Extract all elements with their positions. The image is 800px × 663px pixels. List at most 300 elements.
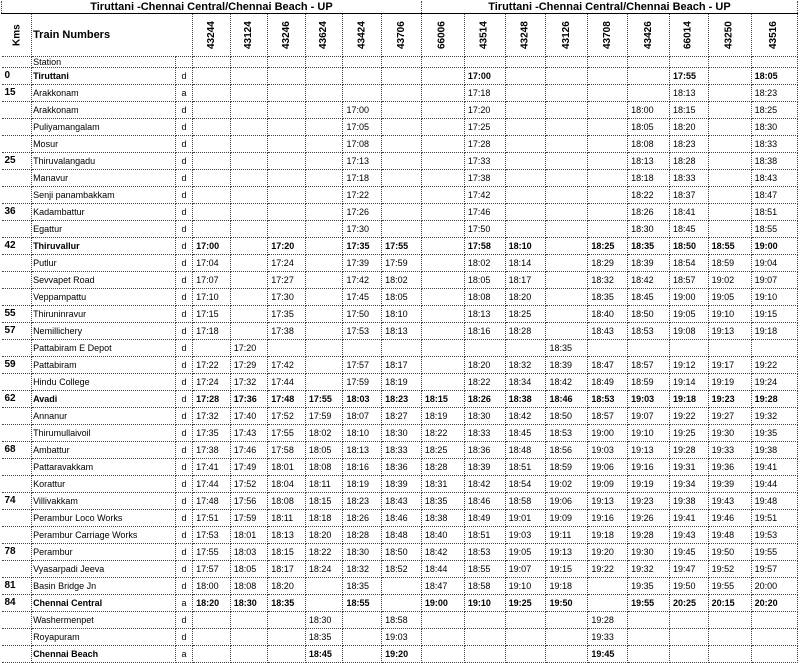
time-cell	[505, 136, 546, 153]
km-cell	[2, 255, 32, 272]
time-cell: 18:14	[505, 255, 546, 272]
time-cell	[193, 646, 231, 663]
table-row	[2, 612, 798, 629]
arrival-departure-flag: a	[175, 85, 192, 102]
time-cell: 19:00	[751, 238, 797, 255]
time-cell: 18:20	[505, 289, 546, 306]
time-cell: 17:32	[193, 408, 231, 425]
time-cell	[588, 595, 628, 612]
time-cell: 17:42	[343, 272, 382, 289]
time-cell: 19:22	[751, 357, 797, 374]
time-cell	[546, 136, 588, 153]
station-name: Sevvapet Road	[32, 272, 176, 289]
km-cell: 74	[2, 493, 32, 510]
time-cell: 18:55	[751, 221, 797, 238]
time-cell: 19:07	[751, 272, 797, 289]
station-name: Pattabiram	[32, 357, 176, 374]
time-cell: 17:53	[343, 323, 382, 340]
time-cell: 18:08	[628, 136, 670, 153]
time-cell: 19:20	[382, 646, 422, 663]
time-cell: 17:05	[343, 119, 382, 136]
kms-header: Kms	[2, 14, 32, 57]
time-cell	[708, 119, 751, 136]
arrival-departure-flag: d	[175, 119, 192, 136]
time-cell: 17:41	[193, 459, 231, 476]
time-cell: 17:39	[343, 255, 382, 272]
train-number: 43516	[751, 14, 797, 57]
time-cell: 19:28	[669, 442, 708, 459]
time-cell	[382, 204, 422, 221]
time-cell	[343, 646, 382, 663]
station-name: Manavur	[32, 170, 176, 187]
time-cell: 18:01	[230, 527, 268, 544]
train-numbers-row	[2, 14, 798, 57]
time-cell: 18:30	[382, 425, 422, 442]
time-cell	[421, 629, 464, 646]
timetable	[1, 1, 798, 663]
time-cell	[421, 221, 464, 238]
time-cell: 19:05	[669, 306, 708, 323]
time-cell: 19:20	[588, 544, 628, 561]
time-cell: 18:37	[669, 187, 708, 204]
time-cell: 17:07	[193, 272, 231, 289]
time-cell: 18:38	[421, 510, 464, 527]
time-cell: 20:20	[751, 595, 797, 612]
time-cell: 17:22	[193, 357, 231, 374]
time-cell: 19:02	[708, 272, 751, 289]
time-cell	[305, 289, 343, 306]
train-number: 43126	[546, 14, 588, 57]
time-cell: 19:38	[751, 442, 797, 459]
time-cell: 19:57	[751, 561, 797, 578]
time-cell: 19:09	[588, 476, 628, 493]
time-cell	[588, 153, 628, 170]
time-cell: 18:07	[343, 408, 382, 425]
table-row	[2, 102, 798, 119]
time-cell	[588, 102, 628, 119]
station-name: Avadi	[32, 391, 176, 408]
time-cell: 18:39	[546, 357, 588, 374]
time-cell: 17:44	[193, 476, 231, 493]
time-cell	[588, 578, 628, 595]
time-cell: 18:20	[464, 357, 505, 374]
km-cell: 36	[2, 204, 32, 221]
time-cell: 18:17	[382, 357, 422, 374]
time-cell	[305, 340, 343, 357]
train-number: 43250	[708, 14, 751, 57]
time-cell	[588, 136, 628, 153]
time-cell: 18:08	[268, 493, 306, 510]
time-cell	[505, 221, 546, 238]
time-cell	[268, 85, 306, 102]
time-cell: 18:48	[382, 527, 422, 544]
time-cell: 19:50	[708, 544, 751, 561]
time-cell: 19:00	[669, 289, 708, 306]
time-cell	[305, 238, 343, 255]
station-name: Arakkonam	[32, 85, 176, 102]
time-cell: 19:09	[546, 510, 588, 527]
arrival-departure-flag: d	[175, 476, 192, 493]
time-cell	[305, 255, 343, 272]
blank-cell	[708, 57, 751, 68]
time-cell	[193, 612, 231, 629]
time-cell	[421, 255, 464, 272]
time-cell: 18:42	[628, 272, 670, 289]
time-cell: 18:34	[505, 374, 546, 391]
time-cell: 18:58	[464, 578, 505, 595]
time-cell: 18:54	[505, 476, 546, 493]
time-cell: 19:06	[588, 459, 628, 476]
time-cell	[464, 612, 505, 629]
arrival-departure-flag: a	[175, 595, 192, 612]
station-name: Nemillichery	[32, 323, 176, 340]
time-cell	[421, 136, 464, 153]
time-cell: 19:03	[628, 391, 670, 408]
table-row	[2, 68, 798, 85]
time-cell: 17:24	[268, 255, 306, 272]
time-cell: 19:12	[669, 357, 708, 374]
time-cell: 18:55	[708, 238, 751, 255]
time-cell: 18:38	[505, 391, 546, 408]
time-cell	[268, 68, 306, 85]
page-title-left: Tiruttani -Chennai Central/Chennai Beach - UP	[2, 1, 422, 14]
time-cell: 18:17	[505, 272, 546, 289]
time-cell	[546, 306, 588, 323]
time-cell: 18:53	[628, 323, 670, 340]
time-cell: 18:23	[343, 493, 382, 510]
time-cell	[382, 119, 422, 136]
km-cell: 25	[2, 153, 32, 170]
time-cell: 17:45	[343, 289, 382, 306]
blank-cell	[421, 57, 464, 68]
time-cell	[708, 102, 751, 119]
time-cell	[505, 68, 546, 85]
time-cell: 18:28	[505, 323, 546, 340]
time-cell: 19:17	[708, 357, 751, 374]
arrival-departure-flag: d	[175, 544, 192, 561]
station-header-row	[2, 57, 798, 68]
table-row	[2, 561, 798, 578]
time-cell: 17:20	[268, 238, 306, 255]
time-cell: 18:55	[464, 561, 505, 578]
arrival-departure-flag: d	[175, 136, 192, 153]
arrival-departure-flag: d	[175, 510, 192, 527]
km-cell	[2, 289, 32, 306]
station-name: Veppampattu	[32, 289, 176, 306]
time-cell: 18:45	[628, 289, 670, 306]
time-cell	[305, 153, 343, 170]
time-cell	[343, 340, 382, 357]
time-cell	[708, 629, 751, 646]
time-cell	[230, 102, 268, 119]
arrival-departure-flag: d	[175, 561, 192, 578]
time-cell: 19:28	[588, 612, 628, 629]
time-cell: 17:15	[193, 306, 231, 323]
time-cell: 19:03	[505, 527, 546, 544]
time-cell: 18:43	[751, 170, 797, 187]
time-cell	[708, 153, 751, 170]
table-row	[2, 578, 798, 595]
time-cell: 18:30	[230, 595, 268, 612]
time-cell	[505, 187, 546, 204]
table-row	[2, 272, 798, 289]
time-cell: 17:51	[193, 510, 231, 527]
time-cell	[268, 340, 306, 357]
time-cell	[546, 612, 588, 629]
time-cell: 19:30	[708, 425, 751, 442]
time-cell: 19:27	[708, 408, 751, 425]
time-cell	[193, 629, 231, 646]
time-cell: 18:57	[588, 408, 628, 425]
time-cell	[305, 578, 343, 595]
time-cell: 17:10	[193, 289, 231, 306]
time-cell: 18:30	[343, 544, 382, 561]
station-name: Thirumullaivoil	[32, 425, 176, 442]
time-cell: 19:10	[628, 425, 670, 442]
time-cell	[708, 221, 751, 238]
arrival-departure-flag: d	[175, 493, 192, 510]
time-cell: 18:25	[751, 102, 797, 119]
time-cell	[708, 612, 751, 629]
time-cell: 19:47	[669, 561, 708, 578]
time-cell: 18:03	[343, 391, 382, 408]
km-cell	[2, 629, 32, 646]
page-title-right: Tiruttani -Chennai Central/Chennai Beach - UP	[421, 1, 797, 14]
km-cell	[2, 119, 32, 136]
time-cell: 17:44	[268, 374, 306, 391]
time-cell	[343, 68, 382, 85]
time-cell: 18:24	[305, 561, 343, 578]
blank-cell	[505, 57, 546, 68]
time-cell	[421, 102, 464, 119]
time-cell: 18:02	[464, 255, 505, 272]
station-name: Ambattur	[32, 442, 176, 459]
blank-cell	[628, 57, 670, 68]
time-cell	[230, 170, 268, 187]
time-cell	[268, 221, 306, 238]
arrival-departure-flag: d	[175, 204, 192, 221]
time-cell: 18:08	[230, 578, 268, 595]
station-name: Arakkonam	[32, 102, 176, 119]
time-cell	[268, 153, 306, 170]
time-cell	[268, 136, 306, 153]
time-cell	[343, 612, 382, 629]
time-cell: 18:35	[588, 289, 628, 306]
km-cell	[2, 459, 32, 476]
time-cell: 19:32	[628, 561, 670, 578]
time-cell	[230, 629, 268, 646]
time-cell	[546, 289, 588, 306]
time-cell	[421, 85, 464, 102]
km-cell	[2, 374, 32, 391]
time-cell	[305, 306, 343, 323]
time-cell: 18:03	[230, 544, 268, 561]
time-cell: 19:50	[669, 578, 708, 595]
time-cell: 18:30	[751, 119, 797, 136]
time-cell	[230, 136, 268, 153]
time-cell	[628, 646, 670, 663]
blank-cell	[175, 57, 192, 68]
arrival-departure-flag: d	[175, 612, 192, 629]
time-cell: 17:59	[230, 510, 268, 527]
table-row	[2, 493, 798, 510]
time-cell	[505, 612, 546, 629]
time-cell: 17:58	[464, 238, 505, 255]
table-row	[2, 595, 798, 612]
time-cell: 17:08	[343, 136, 382, 153]
time-cell: 17:32	[230, 374, 268, 391]
time-cell	[305, 85, 343, 102]
time-cell: 18:54	[669, 255, 708, 272]
time-cell: 18:33	[751, 136, 797, 153]
time-cell	[628, 612, 670, 629]
train-number: 43706	[382, 14, 422, 57]
time-cell: 18:26	[628, 204, 670, 221]
km-cell	[2, 187, 32, 204]
table-row	[2, 476, 798, 493]
time-cell: 18:29	[588, 255, 628, 272]
time-cell	[193, 221, 231, 238]
time-cell: 18:46	[382, 510, 422, 527]
table-row	[2, 289, 798, 306]
station-name: Perambur Carriage Works	[32, 527, 176, 544]
time-cell: 18:25	[421, 442, 464, 459]
time-cell: 18:25	[505, 306, 546, 323]
time-cell	[546, 238, 588, 255]
time-cell: 19:33	[708, 442, 751, 459]
time-cell: 19:34	[669, 476, 708, 493]
time-cell: 18:01	[268, 459, 306, 476]
time-cell	[464, 340, 505, 357]
time-cell	[421, 170, 464, 187]
arrival-departure-flag: d	[175, 153, 192, 170]
table-row	[2, 544, 798, 561]
time-cell: 17:48	[193, 493, 231, 510]
time-cell	[193, 68, 231, 85]
table-row	[2, 340, 798, 357]
blank-cell	[343, 57, 382, 68]
time-cell: 18:22	[421, 425, 464, 442]
time-cell	[343, 85, 382, 102]
table-row	[2, 119, 798, 136]
arrival-departure-flag: d	[175, 289, 192, 306]
time-cell: 18:35	[421, 493, 464, 510]
time-cell: 17:27	[268, 272, 306, 289]
time-cell: 19:24	[751, 374, 797, 391]
time-cell: 18:28	[669, 153, 708, 170]
time-cell: 19:16	[588, 510, 628, 527]
table-row	[2, 425, 798, 442]
time-cell	[708, 204, 751, 221]
station-name: Basin Bridge Jn	[32, 578, 176, 595]
km-cell	[2, 425, 32, 442]
station-name: Mosur	[32, 136, 176, 153]
time-cell: 17:42	[464, 187, 505, 204]
time-cell	[669, 612, 708, 629]
time-cell: 19:18	[669, 391, 708, 408]
blank-cell	[268, 57, 306, 68]
time-cell: 19:00	[421, 595, 464, 612]
time-cell: 19:32	[751, 408, 797, 425]
time-cell: 17:50	[464, 221, 505, 238]
time-cell: 18:45	[669, 221, 708, 238]
time-cell	[421, 153, 464, 170]
time-cell	[305, 357, 343, 374]
time-cell: 18:30	[305, 612, 343, 629]
km-cell: 55	[2, 306, 32, 323]
table-row	[2, 136, 798, 153]
time-cell: 18:05	[628, 119, 670, 136]
time-cell: 18:38	[751, 153, 797, 170]
time-cell: 17:59	[382, 255, 422, 272]
km-cell: 0	[2, 68, 32, 85]
time-cell	[305, 221, 343, 238]
time-cell: 18:20	[669, 119, 708, 136]
time-cell: 19:22	[588, 561, 628, 578]
time-cell	[505, 153, 546, 170]
time-cell: 18:47	[751, 187, 797, 204]
time-cell: 18:50	[382, 544, 422, 561]
time-cell	[382, 85, 422, 102]
time-cell: 18:02	[305, 425, 343, 442]
time-cell	[421, 238, 464, 255]
blank-cell	[751, 57, 797, 68]
time-cell	[343, 629, 382, 646]
time-cell	[268, 204, 306, 221]
time-cell: 18:08	[305, 459, 343, 476]
station-name: Vyasarpadi Jeeva	[32, 561, 176, 578]
time-cell	[193, 187, 231, 204]
time-cell	[382, 578, 422, 595]
time-cell	[230, 612, 268, 629]
time-cell: 19:19	[628, 476, 670, 493]
time-cell: 18:33	[382, 442, 422, 459]
time-cell: 18:05	[382, 289, 422, 306]
time-cell: 19:50	[546, 595, 588, 612]
time-cell: 17:28	[464, 136, 505, 153]
time-cell	[305, 119, 343, 136]
arrival-departure-flag: d	[175, 425, 192, 442]
time-cell: 17:59	[343, 374, 382, 391]
time-cell: 17:24	[193, 374, 231, 391]
time-cell	[268, 646, 306, 663]
time-cell	[505, 629, 546, 646]
time-cell: 19:16	[628, 459, 670, 476]
time-cell: 18:13	[382, 323, 422, 340]
time-cell: 18:51	[751, 204, 797, 221]
time-cell	[230, 238, 268, 255]
arrival-departure-flag: d	[175, 408, 192, 425]
km-cell: 78	[2, 544, 32, 561]
time-cell: 19:41	[751, 459, 797, 476]
time-cell	[505, 340, 546, 357]
time-cell: 17:48	[268, 391, 306, 408]
time-cell: 18:47	[421, 578, 464, 595]
time-cell	[669, 646, 708, 663]
time-cell: 18:36	[464, 442, 505, 459]
time-cell: 17:49	[230, 459, 268, 476]
time-cell: 18:59	[546, 459, 588, 476]
time-cell: 17:30	[343, 221, 382, 238]
time-cell: 20:15	[708, 595, 751, 612]
time-cell: 19:10	[505, 578, 546, 595]
km-cell	[2, 170, 32, 187]
time-cell	[505, 204, 546, 221]
time-cell: 18:00	[193, 578, 231, 595]
time-cell	[268, 629, 306, 646]
station-name: Perambur Loco Works	[32, 510, 176, 527]
time-cell: 17:18	[464, 85, 505, 102]
